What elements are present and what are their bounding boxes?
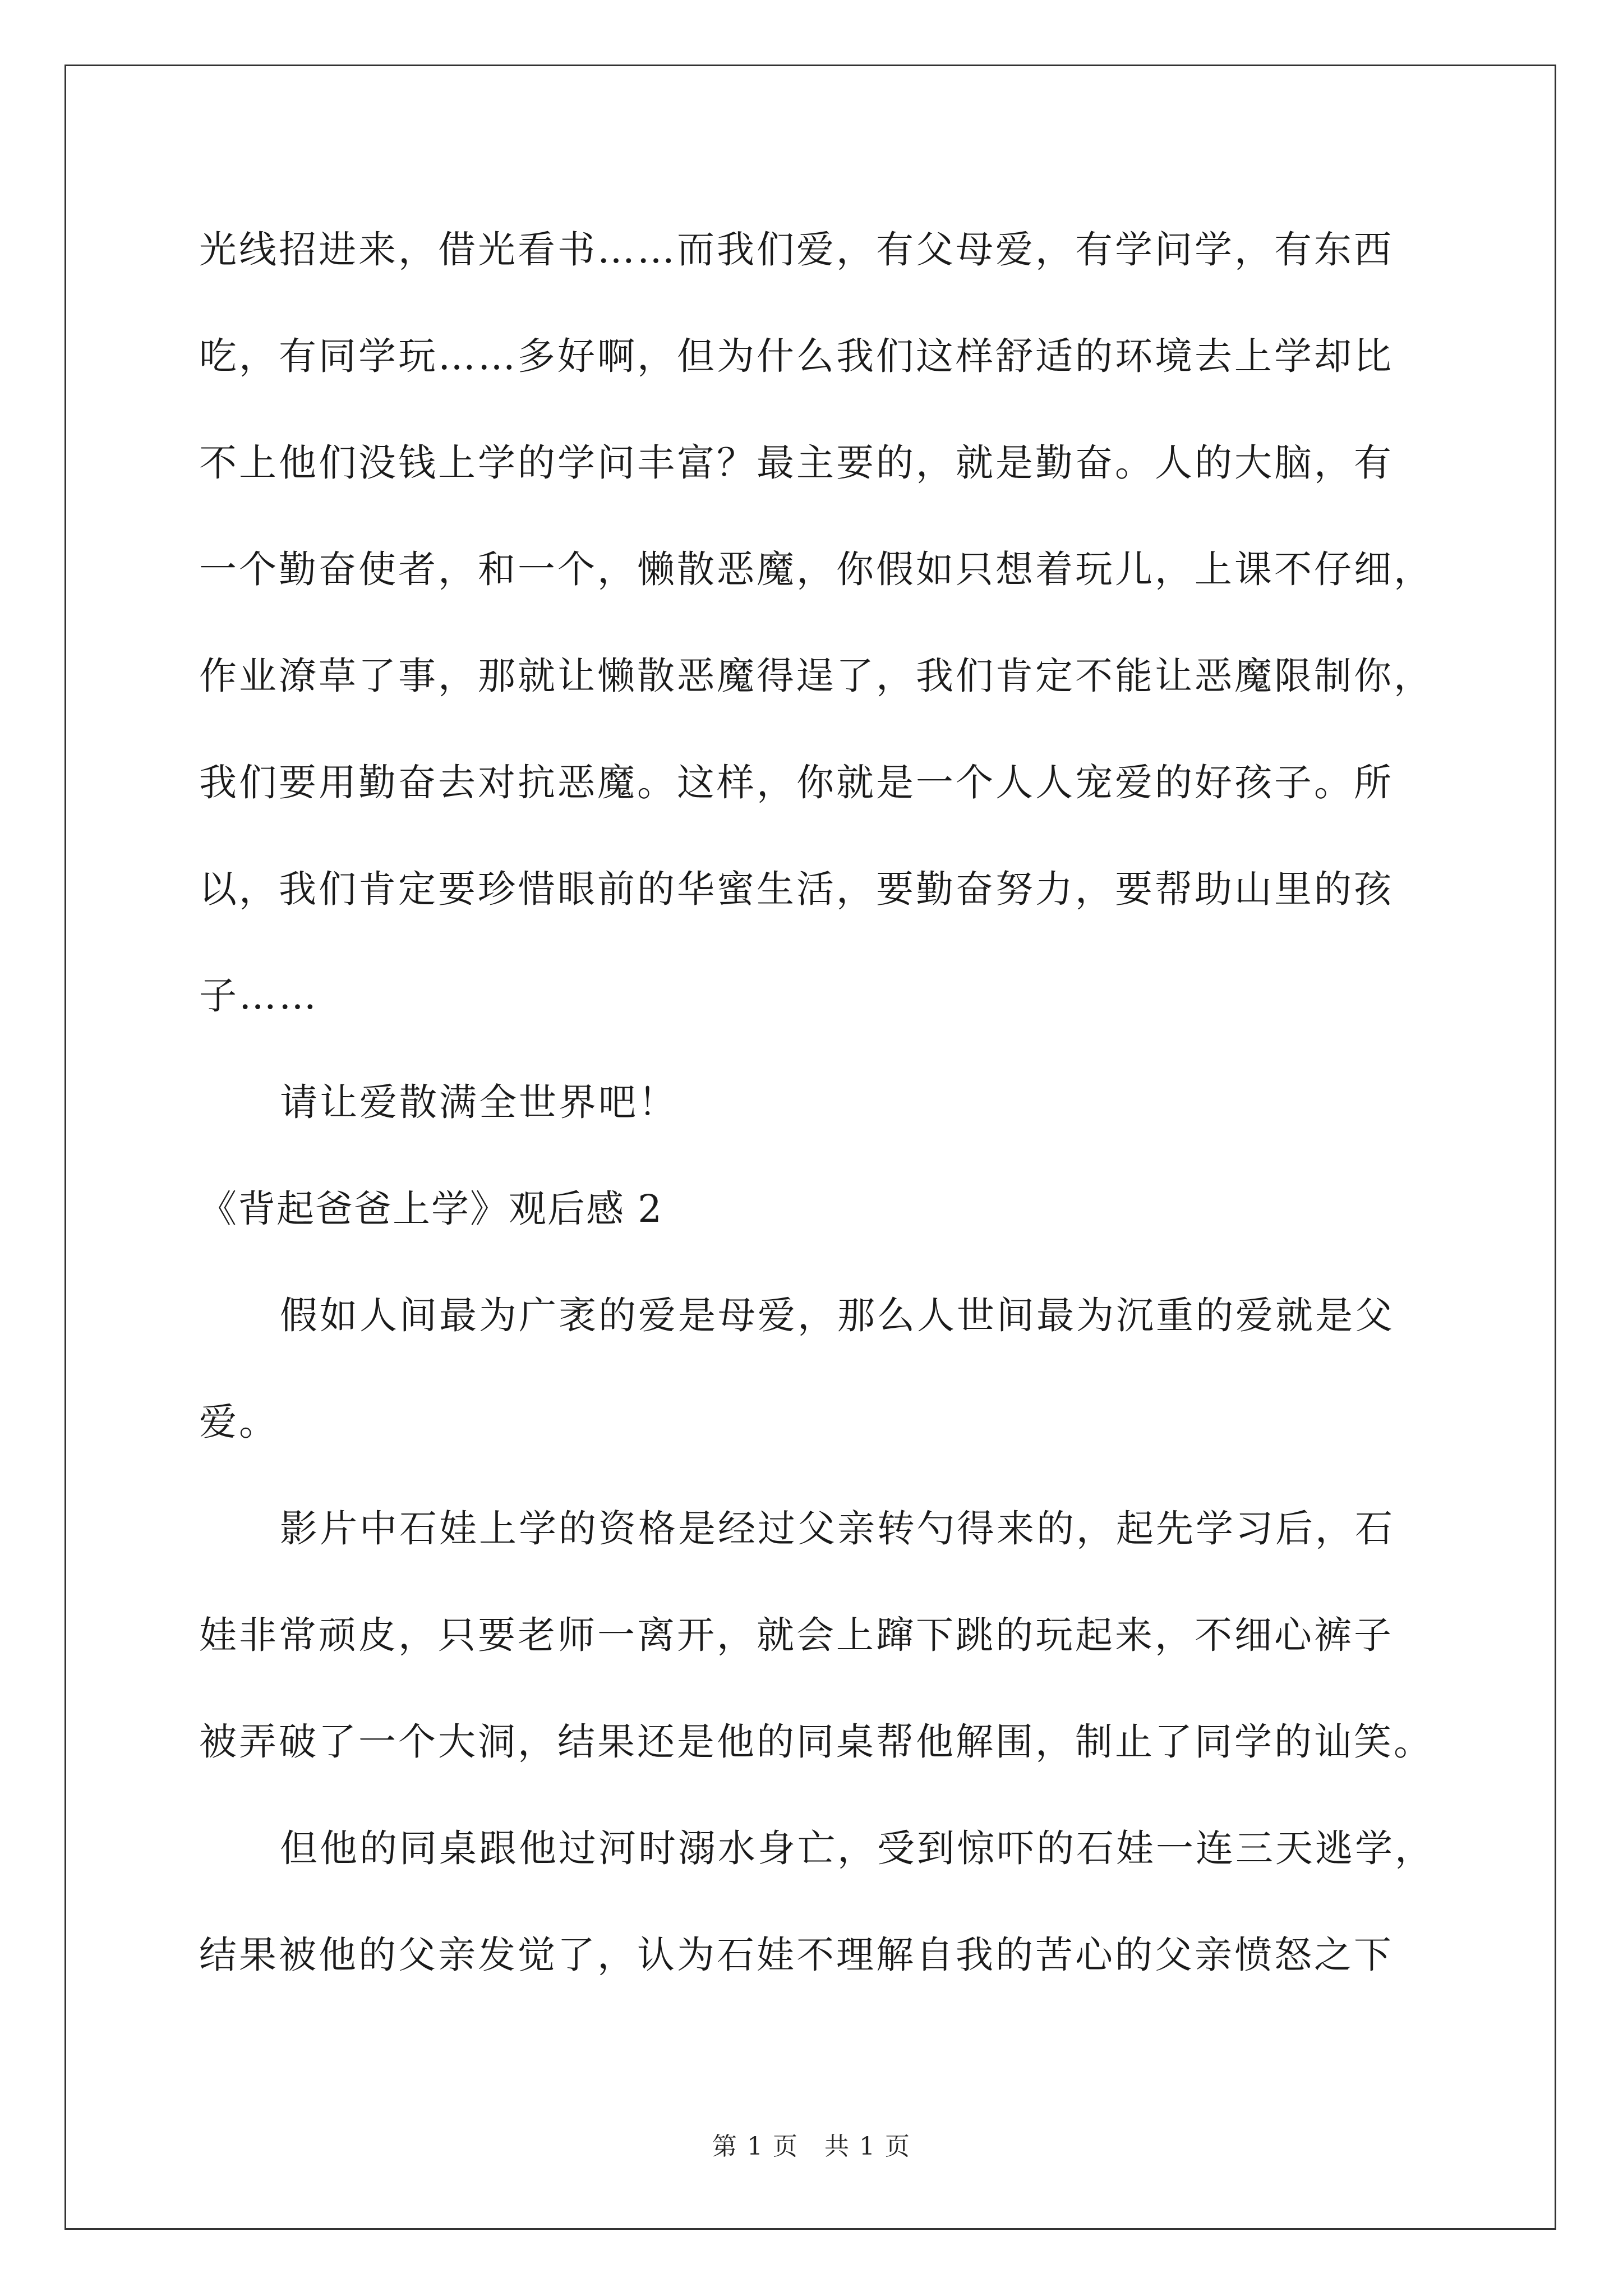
paragraph-line: 但他的同桌跟他过河时溺水身亡，受到惊吓的石娃一连三天逃学， <box>280 1826 1435 1870</box>
text-line: 以，我们肯定要珍惜眼前的华蜜生活，要勤奋努力，要帮助山里的孩 <box>199 867 1394 911</box>
section-heading: 《背起爸爸上学》观后感 2 <box>199 1187 663 1231</box>
text-line: 爱。 <box>199 1400 279 1444</box>
text-line: 作业潦草了事，那就让懒散恶魔得逞了，我们肯定不能让恶魔限制你， <box>199 654 1433 698</box>
text-line: 光线招进来，借光看书……而我们爱，有父母爱，有学问学，有东西 <box>199 228 1394 272</box>
text-line: 一个勤奋使者，和一个，懒散恶魔，你假如只想着玩儿，上课不仔细， <box>199 547 1433 591</box>
document-body <box>199 216 1435 2028</box>
text-line: 娃非常顽皮，只要老师一离开，就会上蹿下跳的玩起来，不细心裤子 <box>199 1613 1394 1657</box>
text-line: 吃，有同学玩……多好啊，但为什么我们这样舒适的环境去上学却比 <box>199 334 1394 378</box>
paragraph-line: 假如人间最为广袤的爱是母爱，那么人世间最为沉重的爱就是父 <box>280 1294 1395 1337</box>
paragraph-line: 影片中石娃上学的资格是经过父亲转勺得来的，起先学习后，石 <box>280 1507 1395 1550</box>
text-line: 子…… <box>199 974 319 1018</box>
paragraph-line: 请让爱散满全世界吧！ <box>280 1080 678 1124</box>
text-line: 不上他们没钱上学的学问丰富？最主要的，就是勤奋。人的大脑，有 <box>199 441 1394 485</box>
page-number-footer: 第 1 页 共 1 页 <box>712 2132 911 2161</box>
text-line: 被弄破了一个大洞，结果还是他的同桌帮他解围，制止了同学的讪笑。 <box>199 1720 1433 1764</box>
text-line: 我们要用勤奋去对抗恶魔。这样，你就是一个人人宠爱的好孩子。所 <box>199 761 1394 804</box>
text-line: 结果被他的父亲发觉了，认为石娃不理解自我的苦心的父亲愤怒之下 <box>199 1933 1394 1977</box>
